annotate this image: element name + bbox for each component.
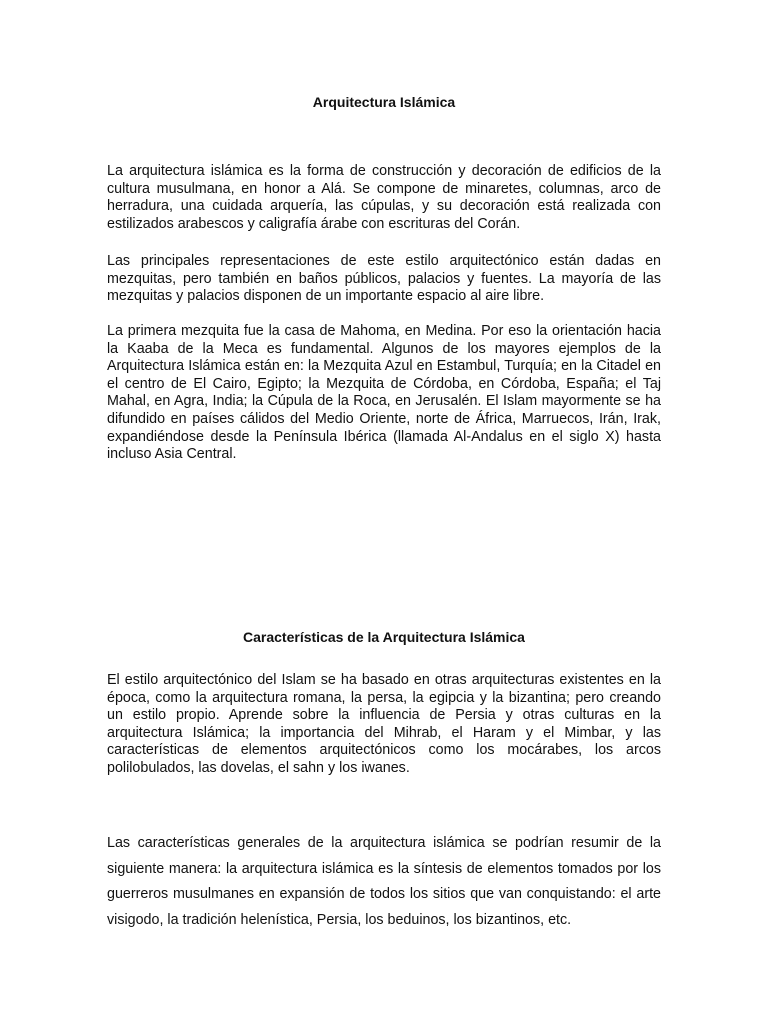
paragraph-first-mosque: La primera mezquita fue la casa de Mahoma, en Medina. Por eso la orientación hacia la Kaaba de la Meca es fundamental. Algunos de los mayores ejemplos de la Arquitectura Islámica están en: la Mezquita Azul en Estambul, Turquía; en la Citadel en el centro de El Cairo, Egipto; la Mezquita de Córdoba, en Córdoba, España; el Taj Mahal, en Agra, India; la Cúpula de la Roca, en Jerusalén. El Islam mayormente se ha difundido en países cálidos del Medio Oriente, norte de África, Marruecos, Irán, Irak, expandiéndose desde la Península Ibérica (llamada Al-Andalus en el siglo X) hasta incluso Asia Central. <box>107 323 661 463</box>
paragraph-representations: Las principales representaciones de este estilo arquitectónico están dadas en mezquitas, pero también en baños públicos, palacios y fuentes. La mayoría de las mezquitas y palacios disponen de un importante espacio al aire libre. <box>107 253 661 305</box>
paragraph-definition: La arquitectura islámica es la forma de construcción y decoración de edificios de la cultura musulmana, en honor a Alá. Se compone de minaretes, columnas, arco de herradura, una cuidada arquería, las cúpulas, y su decoración está realizada con estilizados arabescos y caligrafía árabe con escrituras del Corán. <box>107 163 661 232</box>
paragraph-style-origins: El estilo arquitectónico del Islam se ha basado en otras arquitecturas existentes en la época, como la arquitectura romana, la persa, la egipcia y la bizantina; pero creando un estilo propio. Aprende sobre la influencia de Persia y otras culturas en la arquitectura Islámica; la importancia del Mihrab, el Haram y el Mimbar, y las características de elementos arquitectónicos como los mocárabes, los arcos polilobulados, las dovelas, el sahn y los iwanes. <box>107 672 661 776</box>
section-title-arquitectura-islamica: Arquitectura Islámica <box>312 94 456 110</box>
paragraph-general-characteristics: Las características generales de la arquitectura islámica se podrían resumir de la siguiente manera: la arquitectura islámica es la síntesis de elementos tomados por los guerreros musulmanes en expansión de todos los sitios que van conquistando: el arte visigodo, la tradición helenística, Persia, los beduinos, los bizantinos, etc. <box>107 835 661 928</box>
section-title-caracteristicas: Características de la Arquitectura Islámica <box>243 629 525 645</box>
